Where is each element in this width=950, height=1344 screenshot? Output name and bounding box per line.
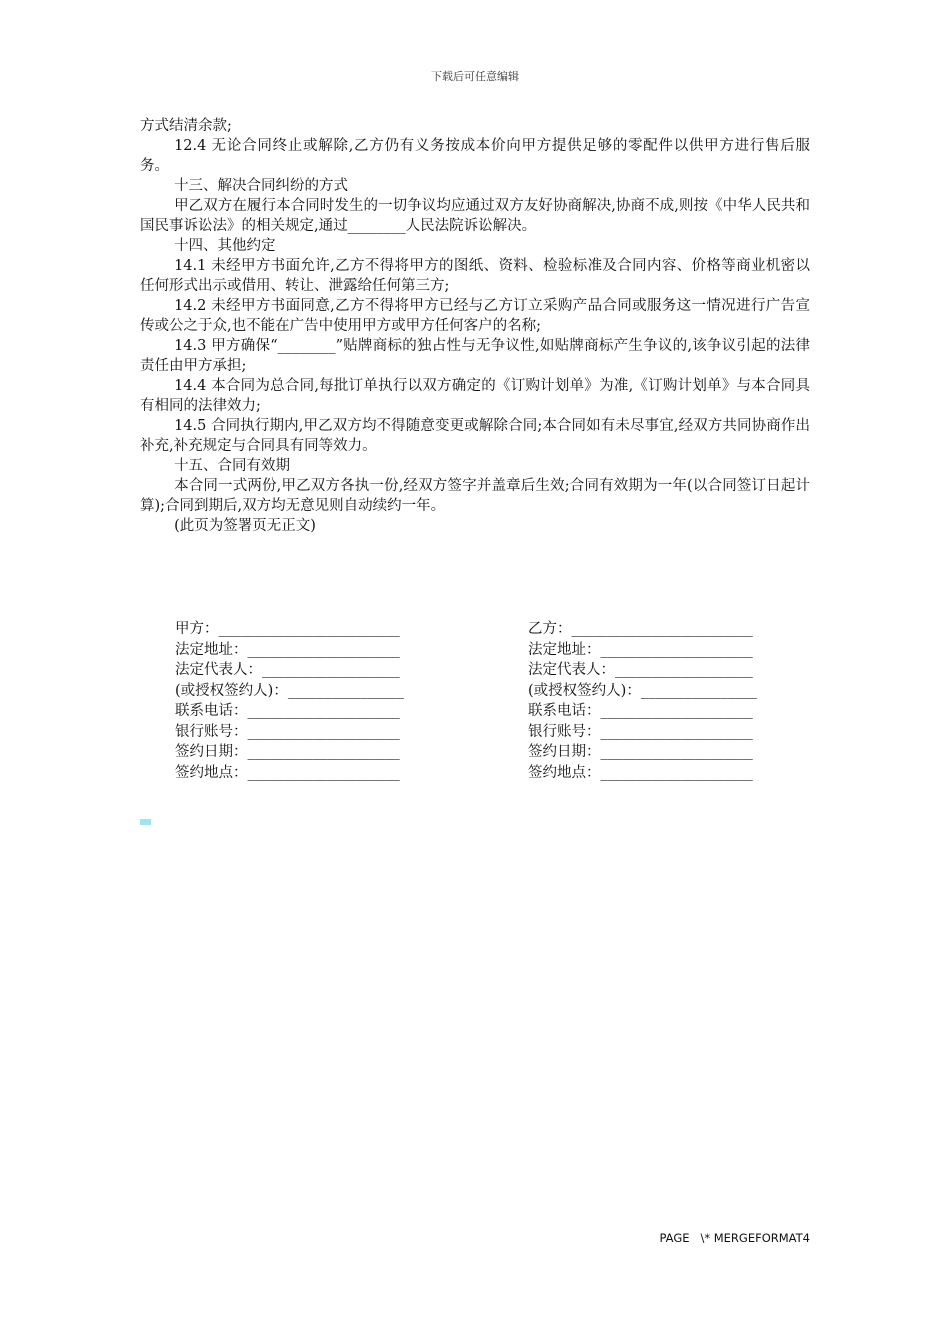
page-header: 下载后可任意编辑 bbox=[431, 70, 519, 83]
party-a-address-field: 法定地址：_____________________ bbox=[175, 641, 400, 658]
party-a-phone-field: 联系电话：_____________________ bbox=[175, 703, 400, 719]
section-heading-14: 十四、其他约定 bbox=[174, 238, 276, 254]
party-b-representative-field: 法定代表人：___________________ bbox=[528, 662, 753, 678]
paragraph: 方式结清余款; bbox=[140, 118, 232, 134]
clause-12-4: 12.4 无论合同终止或解除,乙方仍有义务按成本价向甲方提供足够的零配件以供甲方进行售后服务。 bbox=[140, 138, 810, 174]
contract-body bbox=[140, 116, 810, 536]
clause-14-5: 14.5 合同执行期内,甲乙双方均不得随意变更或解除合同;本合同如有未尽事宜,经双方共同协商作出补充,补充规定与合同具有同等效力。 bbox=[140, 418, 810, 454]
party-a-name-field: 甲方：_________________________ bbox=[175, 621, 400, 637]
clause-14-4: 14.4 本合同为总合同,每批订单执行以双方确定的《订购计划单》为准,《订购计划单》与本合同具有相同的法律效力; bbox=[140, 378, 810, 414]
party-b-authorized-signer-field: (或授权签约人)：________________ bbox=[528, 682, 757, 699]
party-a-signature-block bbox=[175, 619, 404, 783]
clause-14-3: 14.3 甲方确保“________”贴牌商标的独占性与无争议性,如贴牌商标产生争议的,该争议引起的法律责任由甲方承担; bbox=[140, 338, 810, 374]
party-b-phone-field: 联系电话：_____________________ bbox=[528, 703, 753, 719]
party-a-bank-account-field: 银行账号：_____________________ bbox=[175, 723, 400, 740]
clause-14-1: 14.1 未经甲方书面允许,乙方不得将甲方的图纸、资料、检验标准及合同内容、价格等商业机密以任何形式出示或借用、转让、泄露给任何第三方; bbox=[140, 258, 810, 294]
text-cursor-marker bbox=[140, 819, 151, 825]
clause-14-2: 14.2 未经甲方书面同意,乙方不得将甲方已经与乙方订立采购产品合同或服务这一情况进行广告宣传或公之于众,也不能在广告中使用甲方或甲方任何客户的名称; bbox=[140, 298, 810, 334]
party-a-representative-field: 法定代表人：___________________ bbox=[175, 662, 400, 678]
party-a-place-field: 签约地点：_____________________ bbox=[175, 764, 400, 781]
party-a-date-field: 签约日期：_____________________ bbox=[175, 744, 400, 760]
paragraph-validity: 本合同一式两份,甲乙双方各执一份,经双方签字并盖章后生效;合同有效期为一年(以合同签订日起计算);合同到期后,双方均无意见则自动续约一年。 bbox=[140, 478, 810, 514]
section-heading-13: 十三、解决合同纠纷的方式 bbox=[174, 178, 349, 194]
section-heading-15: 十五、合同有效期 bbox=[174, 458, 291, 474]
page-footer: PAGE \* MERGEFORMAT4 bbox=[659, 1231, 810, 1245]
signature-page-note: (此页为签署页无正文) bbox=[174, 518, 316, 534]
party-b-signature-block bbox=[528, 619, 757, 783]
paragraph-dispute: 甲乙双方在履行本合同时发生的一切争议均应通过双方友好协商解决,协商不成,则按《中华人民共和国民事诉讼法》的相关规定,通过________人民法院诉讼解决。 bbox=[140, 198, 810, 234]
party-b-name-field: 乙方：_________________________ bbox=[528, 621, 753, 637]
party-a-authorized-signer-field: (或授权签约人)：________________ bbox=[175, 682, 404, 699]
party-b-address-field: 法定地址：_____________________ bbox=[528, 641, 753, 658]
party-b-place-field: 签约地点：_____________________ bbox=[528, 764, 753, 781]
party-b-bank-account-field: 银行账号：_____________________ bbox=[528, 723, 753, 740]
party-b-date-field: 签约日期：_____________________ bbox=[528, 744, 753, 760]
